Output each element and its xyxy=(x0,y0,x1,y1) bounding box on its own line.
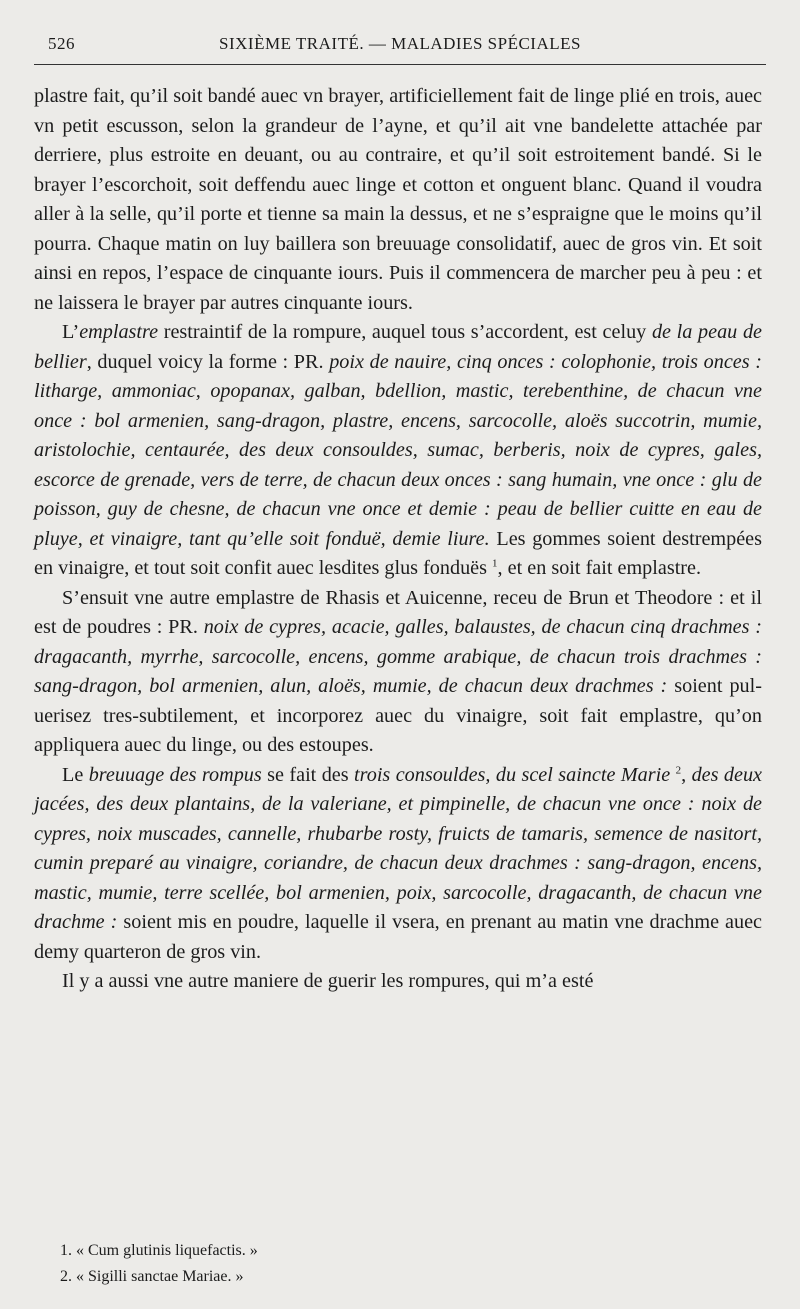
text-run: plastre fait, qu’il soit bandé auec vn brayer, artificiellement fait de linge plié en trois, auec vn petit escusson, selon la grandeur de l’ayne, et qu’il ait vne bandelette attachée par derriere, plus estroite en deuant, ou au contraire, et qu’il soit estroitement bandé. Si le brayer l’escorchoit, soit deffendu auec linge et cotton et onguent blanc. Quand il voudra aller à la selle, qu’il porte et tienne sa main la dessus, et ne s’espraigne que le moins qu’il pourra. Chaque matin on luy baillera son breuuage consolidatif, auec de gros vin. Et soit ainsi en repos, l’espace de cinquante iours. Puis il commencera de marcher peu à peu : et ne laissera le brayer par autres cinquante iours. xyxy=(34,85,762,314)
paragraph xyxy=(34,967,762,997)
footnote-number: 1. xyxy=(60,1242,72,1259)
text-run: Le xyxy=(62,763,89,786)
chapter-title: SIXIÈME TRAITÉ. — MALADIES SPÉCIALES xyxy=(219,34,581,53)
italic-run: breuuage des rompus xyxy=(88,763,262,786)
italic-run: trois consouldes, du scel saincte Marie xyxy=(354,763,671,786)
paragraph xyxy=(34,318,762,584)
paragraph xyxy=(34,584,762,761)
text-run: soient puluerisez tres-subtilement, et incorporez auec du vinaigre, soit fait emplastre, qu’on appliquera auec du linge, ou des estoupes. xyxy=(34,675,762,756)
italic-run: emplastre xyxy=(79,321,159,343)
italic-run: des deux jacées, des deux plantains, de la valeriane, et pimpinelle, de chacun vne once : noix de cypres, noix muscades, cannelle, rhubarbe rosty, fruicts de tamaris, semence de nasitort, cumin preparé au vinaigre, coriandre, de chacun deux drachmes : sang-dragon, encens, mastic, mumie, terre scellée, bol armenien, poix, sarcocolle, dragacanth, de chacun vne drachme : xyxy=(34,763,763,933)
text-run: Les gommes soient destrempées en vinaigre, et tout soit confit auec lesdites glus fonduës xyxy=(34,527,762,579)
paragraph xyxy=(34,761,762,968)
footnote xyxy=(60,1264,760,1290)
footnote-ref: 1 xyxy=(492,557,498,570)
footnotes xyxy=(60,1238,760,1290)
running-head xyxy=(34,30,766,65)
text-run: se fait des xyxy=(261,763,355,786)
footnote-ref: 2 xyxy=(675,763,682,776)
text-run: , xyxy=(681,763,692,786)
body-text xyxy=(34,82,762,997)
text-run: L’ xyxy=(62,321,80,343)
italic-run: noix de cypres, acacie, galles, balaustes, de chacun cinq drachmes : dragacanth, myrrhe, sarcocolle, encens, gomme arabique, de chacun trois drachmes : sang-dragon, bol armenien, alun, aloës, mumie, de chacun deux drachmes : xyxy=(34,616,762,697)
text-run: restraintif de la rompure, auquel tous s’accordent, est celuy xyxy=(158,321,652,343)
footnote-number: 2. xyxy=(60,1268,72,1285)
paragraph xyxy=(34,82,762,318)
text-run: S’ensuit vne autre emplastre de Rhasis et Auicenne, receu de Brun et Theodore : et il est de poudres : PR. xyxy=(34,586,762,638)
text-run: soient mis en poudre, laquelle il vsera, en prenant au matin vne drachme auec demy quarteron de gros vin. xyxy=(34,911,763,963)
footnote-text: « Sigilli sanctae Mariae. » xyxy=(76,1268,244,1285)
italic-run: poix de nauire, cinq onces : colophonie, trois onces : litharge, ammoniac, opopanax, galban, bdellion, mastic, terebenthine, de chacun vne once : bol armenien, sang-dragon, plastre, encens, sarcocolle, aloës succotrin, mumie, aristolochie, centaurée, des deux consouldes, sumac, berberis, noix de cypres, gales, escorce de grenade, vers de terre, de chacun deux onces : sang humain, vne once : glu de poisson, guy de chesne, de chacun vne once et demie : peau de bellier cuitte en eau de pluye, et vinaigre, tant qu’elle soit fonduë, demie liure. xyxy=(34,350,762,550)
text-run: Il y a aussi vne autre maniere de guerir les rompures, qui m’a esté xyxy=(62,970,594,992)
footnote xyxy=(60,1238,760,1264)
text-run: , et en soit fait emplastre. xyxy=(497,557,702,579)
text-run: , duquel voicy la forme : PR. xyxy=(86,350,330,373)
italic-run: de la peau de bellier xyxy=(34,321,762,373)
footnote-text: « Cum glutinis liquefactis. » xyxy=(76,1242,258,1259)
page-number: 526 xyxy=(48,34,75,53)
